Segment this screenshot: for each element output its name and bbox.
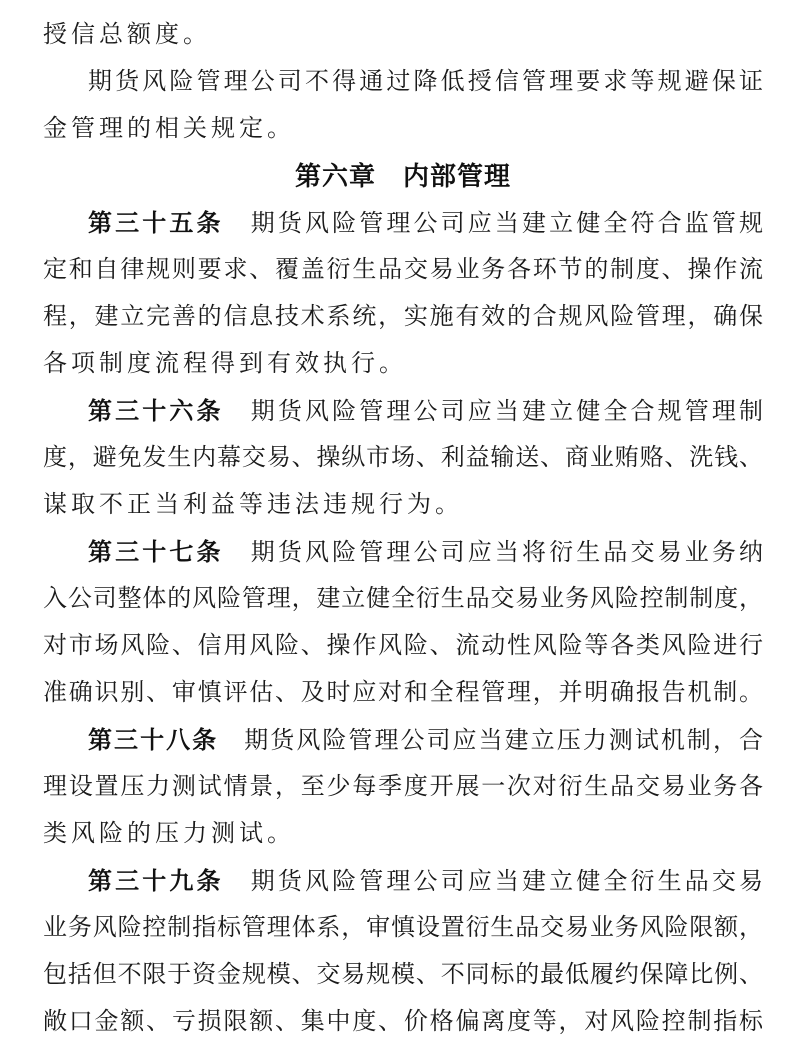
text-line: 程，建立完善的信息技术系统，实施有效的合规风险管理，确保 <box>43 304 763 330</box>
text-line: 期货风险管理公司不得通过降低授信管理要求等规避保证 <box>88 69 763 95</box>
text-line: 准确识别、审慎评估、及时应对和全程管理，并明确报告机制。 <box>43 680 763 706</box>
text-line: 包括但不限于资金规模、交易规模、不同标的最低履约保障比例、 <box>43 962 763 988</box>
line-text: 期货风险管理公司应当建立压力测试机制，合 <box>242 728 763 754</box>
line-text: 期货风险管理公司应当将衍生品交易业务纳 <box>247 540 763 566</box>
article-number: 第三十六条 <box>88 398 224 425</box>
line-text: 期货风险管理公司应当建立健全合规管理制 <box>247 399 763 425</box>
text-line: 金管理的相关规定。 <box>43 116 295 142</box>
text-line: 对市场风险、信用风险、操作风险、流动性风险等各类风险进行 <box>43 633 763 659</box>
text-line: 业务风险控制指标管理体系，审慎设置衍生品交易业务风险限额， <box>43 915 763 941</box>
article-number: 第三十八条 <box>88 727 219 754</box>
article-line <box>43 717 763 764</box>
text-line: 谋取不正当利益等违法违规行为。 <box>43 492 463 518</box>
article-line <box>43 388 763 435</box>
article-number: 第三十七条 <box>88 539 224 566</box>
article-line <box>43 858 763 905</box>
article-line <box>43 200 763 247</box>
article-line <box>43 529 763 576</box>
line-text: 期货风险管理公司应当建立健全符合监管规 <box>247 211 763 237</box>
chapter-heading: 第六章 内部管理 <box>294 161 511 191</box>
text-line: 理设置压力测试情景，至少每季度开展一次对衍生品交易业务各 <box>43 774 763 800</box>
line-text: 期货风险管理公司应当建立健全衍生品交易 <box>247 869 763 895</box>
text-line: 授信总额度。 <box>43 22 211 48</box>
text-line: 敞口金额、亏损限额、集中度、价格偏离度等，对风险控制指标 <box>43 1009 763 1035</box>
article-number: 第三十九条 <box>88 868 224 895</box>
text-line: 定和自律规则要求、覆盖衍生品交易业务各环节的制度、操作流 <box>43 257 763 283</box>
article-number: 第三十五条 <box>88 210 224 237</box>
text-line: 度，避免发生内幕交易、操纵市场、利益输送、商业贿赂、洗钱、 <box>43 445 763 471</box>
text-line: 各项制度流程得到有效执行。 <box>43 351 407 377</box>
text-line: 入公司整体的风险管理，建立健全衍生品交易业务风险控制制度， <box>43 586 763 612</box>
text-line: 类风险的压力测试。 <box>43 821 295 847</box>
